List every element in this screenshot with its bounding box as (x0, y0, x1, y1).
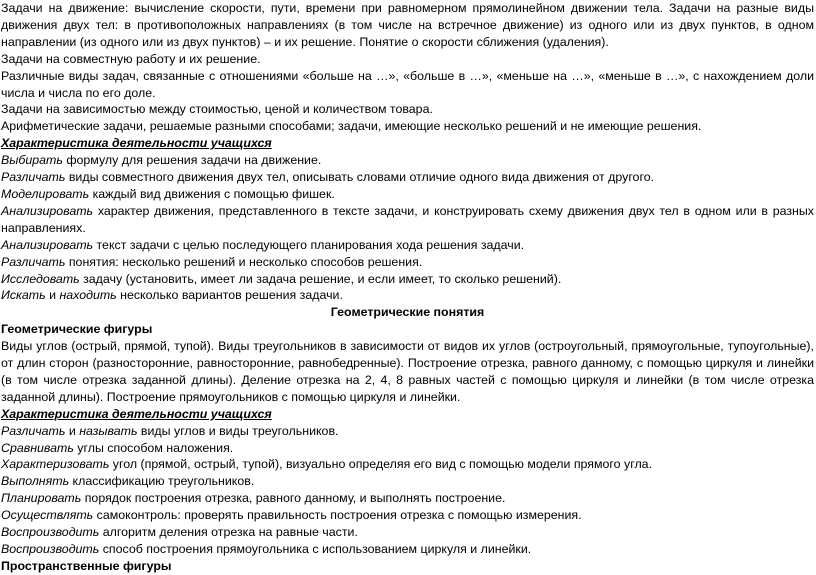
activity-item: Моделировать каждый вид движения с помощью фишек. (1, 186, 335, 201)
activity-item: Воспроизводить способ построения прямоугольника с использованием циркуля и линейки. (1, 542, 532, 556)
paragraph-arithmetic-tasks: Арифметические задачи, решаемые разными способами; задачи, имеющие несколько решений и не имеющие решения. (1, 119, 702, 134)
activity-item: Различать понятия: несколько решений и несколько способов решения. (1, 254, 423, 269)
paragraph-price-tasks: Задачи на зависимостью между стоимостью, ценой и количеством товара. (1, 102, 433, 117)
paragraph-motion-tasks: Задачи на движение: вычисление скорости, пути, времени при равномерном прямолинейном движении тела. Задачи на разные виды движения двух тел: в противоположных направлениях (в том числе на встречное движение) из одного или из двух пунктов, в одном направлении (из одного или из двух пунктов) – и их решение. Понятие о скорости сближения (удаления). (1, 1, 814, 49)
activity-item: Различать и называть виды углов и виды треугольников. (1, 423, 339, 438)
activity-item: Анализировать характер движения, представленного в тексте задачи, и конструировать схему движения двух тел в одном или в разных направлениях. (1, 203, 814, 235)
subsection-title-geometric-figures: Геометрические фигуры (1, 322, 153, 337)
activity-item: Исследовать задачу (установить, имеет ли задача решение, и если имеет, то сколько решений). (1, 271, 562, 286)
activity-item: Характеризовать угол (прямой, острый, тупой), визуально определяя его вид с помощью модели прямого угла. (1, 457, 653, 472)
activity-item: Анализировать текст задачи с целью последующего планирования хода решения задачи. (1, 237, 525, 252)
activity-item: Различать виды совместного движения двух тел, описывать словами отличие одного вида движения от другого. (1, 170, 655, 185)
paragraph-relation-tasks: Различные виды задач, связанные с отношениями «больше на …», «больше в …», «меньше на …», «меньше в …», с нахождением доли числа и числа по его доле. (1, 68, 814, 100)
activity-item: Планировать порядок построения отрезка, равного данному, и выполнять построение. (1, 491, 506, 506)
paragraph-joint-work: Задачи на совместную работу и их решение. (1, 51, 261, 66)
activity-item: Осуществлять самоконтроль: проверять правильность построения отрезка с помощью измерения. (1, 508, 582, 523)
activity-item: Воспроизводить алгоритм деления отрезка на равные части. (1, 525, 358, 540)
paragraph-geometry: Виды углов (острый, прямой, тупой). Виды треугольников в зависимости от видов их углов (остроугольный, прямоугольные, тупоугольные), от длин сторон (разносторонние, равносторонние, равнобедренные). Построение отрезка, равного данному, с помощью циркуля и линейки (в том числе отрезка заданной длины). Деление отрезка на 2, 4, 8 равных частей с помощью циркуля и линейки (в том числе отрезка заданной длины). Построение прямоугольников с помощью циркуля и линейки. (1, 339, 814, 404)
subsection-title-spatial-figures: Пространственные фигуры (1, 558, 172, 573)
activity-item: Сравнивать углы способом наложения. (1, 440, 234, 455)
activity-item: Выполнять классификацию треугольников. (1, 474, 255, 489)
activity-heading-1: Характеристика деятельности учащихся (1, 136, 272, 151)
activity-heading-2: Характеристика деятельности учащихся (1, 406, 272, 421)
section-title: Геометрические понятия (330, 305, 485, 320)
activity-item: Искать и находить несколько вариантов решения задачи. (1, 288, 343, 303)
activity-item: Выбирать формулу для решения задачи на движение. (1, 153, 322, 168)
